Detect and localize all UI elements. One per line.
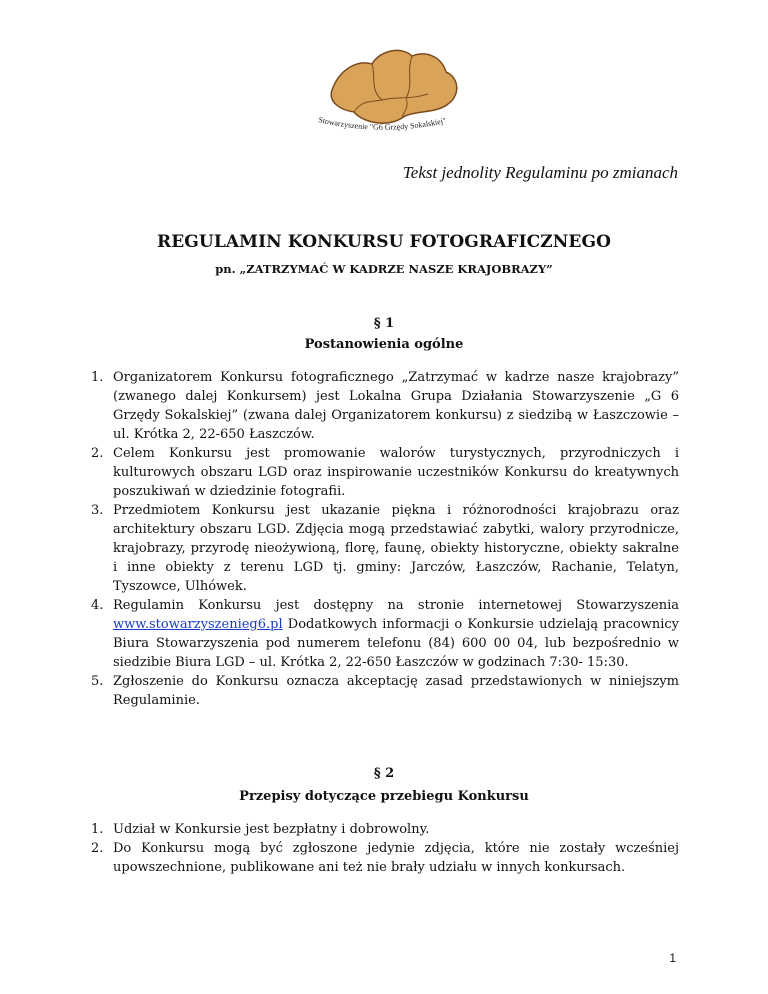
list-item [91,672,679,710]
list-item-text: Do Konkursu mogą być zgłoszone jedynie zdjęcia, które nie zostały wcześniej upowszechnione, publikowane ani też nie brały udziału w innych konkursach. [113,841,679,875]
list-item-number: 5. [91,674,104,689]
organization-logo [310,38,480,138]
list-item [91,368,679,444]
list-item-number: 3. [91,503,104,518]
list-item-text: Dodatkowych informacji o Konkursie udzielają pracownicy Biura Stowarzyszenia pod numerem telefonu (84) 600 00 04, lub bezpośrednio w siedzibie Biura LGD – ul. Krótka 2, 22-650 Łaszczów w godzinach 7:30- 15:30. [113,617,679,670]
list-item-text: Celem Konkursu jest promowanie walorów turystycznych, przyrodniczych i kulturowych obszaru LGD oraz inspirowanie uczestników Konkursu do kreatywnych poszukiwań w dziedzinie fotografii. [113,446,679,499]
list-item [91,820,679,839]
list-item [91,839,679,877]
page-number: 1 [669,951,676,965]
section-1-number: § 1 [373,316,395,331]
list-item-text: Zgłoszenie do Konkursu oznacza akceptację zasad przedstawionych w niniejszym Regulaminie. [113,674,679,708]
section-2-list [91,820,679,877]
section-1-list [91,368,679,710]
section-2-title: Przepisy dotyczące przebiegu Konkursu [239,789,529,804]
list-item-number: 1. [91,822,104,837]
page-subtitle: pn. „ZATRZYMAĆ W KADRZE NASZE KRAJOBRAZY” [215,262,553,276]
svg-text:Stowarzyszenie "G6 Grzędy Soka: Stowarzyszenie "G6 Grzędy Sokalskiej" [317,115,447,132]
list-item [91,501,679,596]
website-link[interactable]: www.stowarzyszenieg6.pl [113,617,283,632]
list-item [91,444,679,501]
logo-caption [310,110,480,140]
list-item-number: 2. [91,446,104,461]
list-item-number: 1. [91,370,104,385]
page-title: REGULAMIN KONKURSU FOTOGRAFICZNEGO [157,232,611,252]
document-version-note: Tekst jednolity Regulaminu po zmianach [402,163,678,182]
list-item-number: 4. [91,598,104,613]
list-item-text: Udział w Konkursie jest bezpłatny i dobrowolny. [113,822,430,837]
section-1-title: Postanowienia ogólne [304,337,464,352]
section-2-number: § 2 [373,766,395,781]
list-item [91,596,679,672]
list-item-number: 2. [91,841,104,856]
list-item-text: Organizatorem Konkursu fotograficznego „Zatrzymać w kadrze nasze krajobrazy” (zwanego dalej Konkursem) jest Lokalna Grupa Działania Stowarzyszenie „G 6 Grzędy Sokalskiej” (zwana dalej Organizatorem konkursu) z siedzibą w Łaszczowie – ul. Krótka 2, 22-650 Łaszczów. [113,370,679,442]
list-item-text: Przedmiotem Konkursu jest ukazanie piękna i różnorodności krajobrazu oraz architektury obszaru LGD. Zdjęcia mogą przedstawiać zabytki, walory przyrodnicze, krajobrazy, przyrodę nieożywioną, florę, faunę, obiekty historyczne, obiekty sakralne i inne obiekty z terenu LGD tj. gminy: Jarczów, Łaszczów, Rachanie, Telatyn, Tyszowce, Ulhówek. [113,503,679,594]
list-item-text: Regulamin Konkursu jest dostępny na stronie internetowej Stowarzyszenia [113,598,679,613]
